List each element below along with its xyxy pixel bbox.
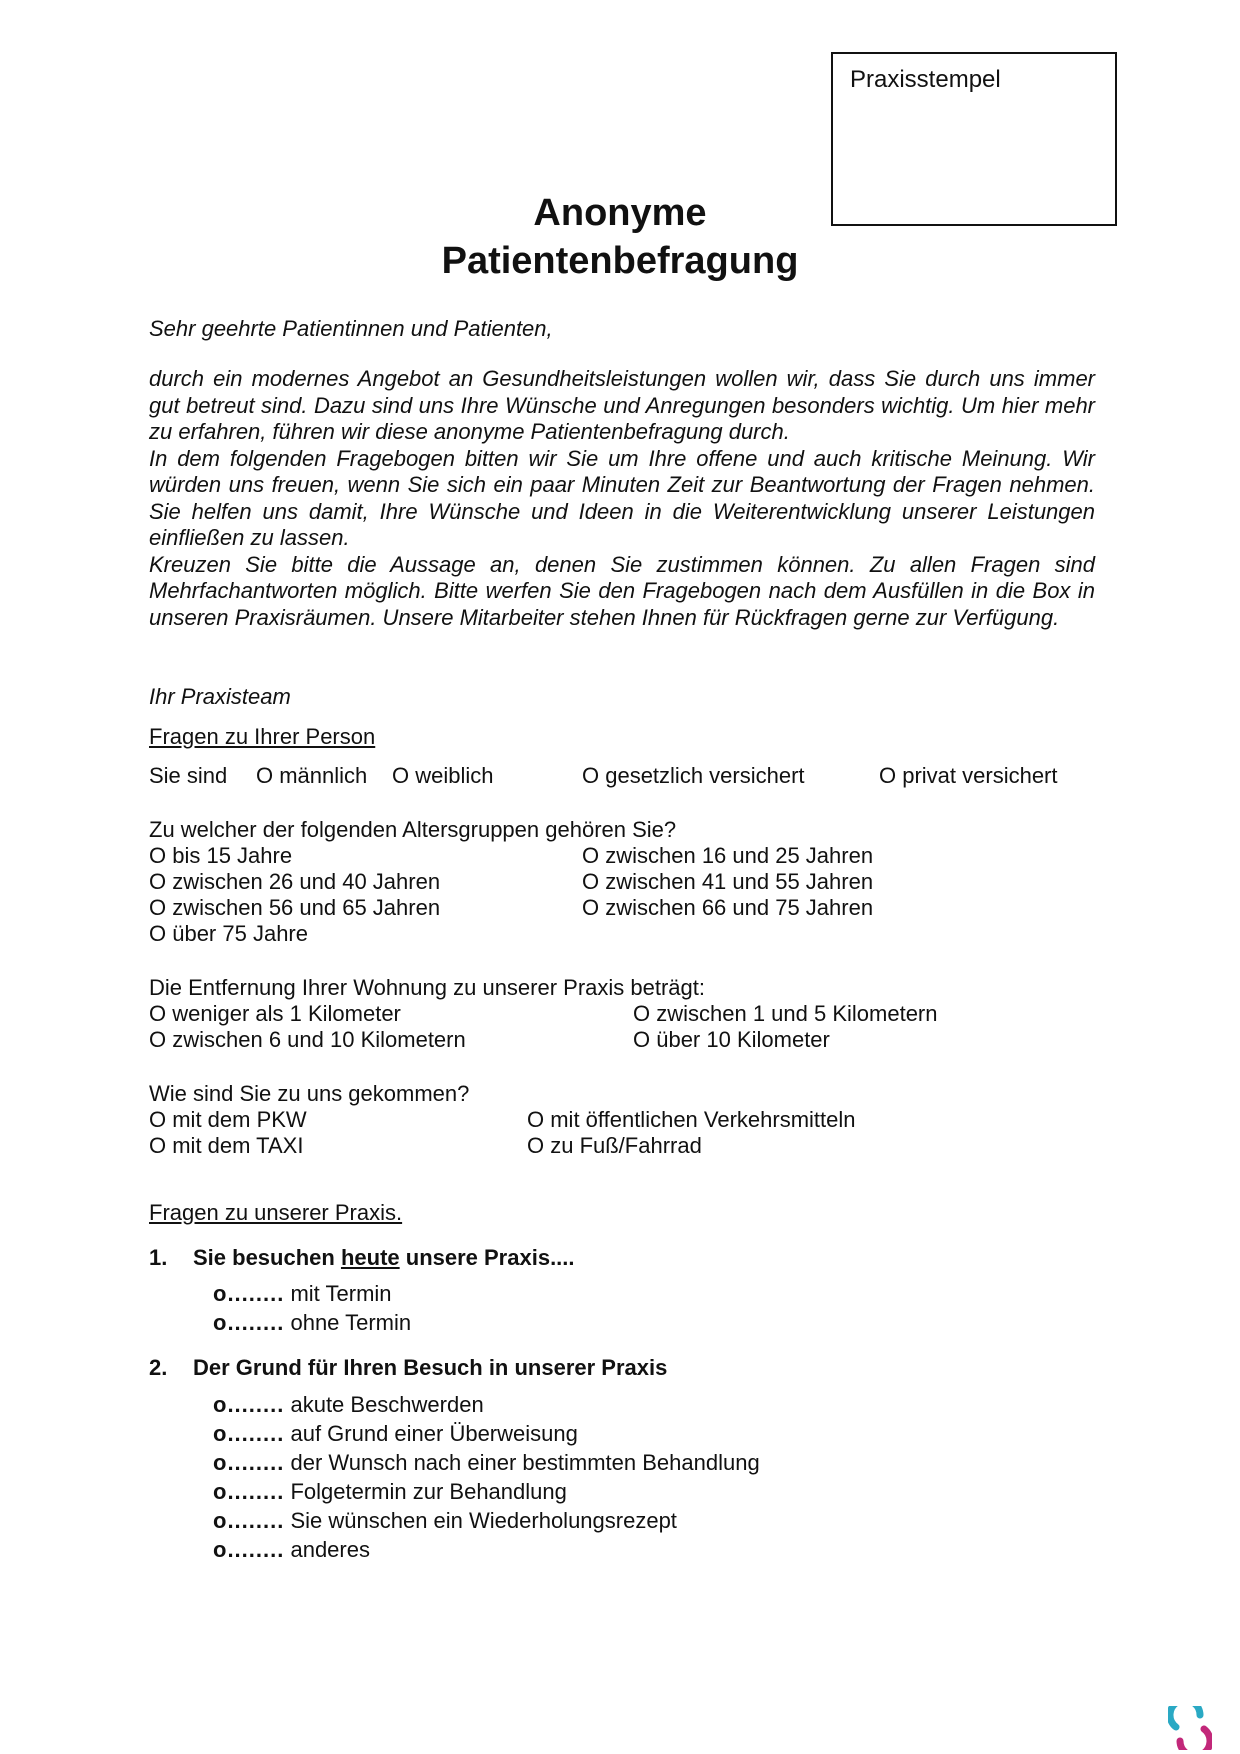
transport-option[interactable]: O zu Fuß/Fahrrad [527,1133,702,1158]
corner-logo-icon [1168,1706,1212,1750]
transport-option[interactable]: O mit dem TAXI [149,1133,304,1158]
intro-paragraph: durch ein modernes Angebot an Gesundheitsleistungen wollen wir, dass Sie durch uns immer gut betreut sind. Dazu sind uns Ihre Wünsche und Anregungen besonders wichtig. Um hier mehr zu erfahren, führen wir diese anonyme Patientenbefragung durch. [149,366,1095,444]
q1-option-with-appointment[interactable] [213,1281,392,1307]
question-1-text-start: Sie besuchen [193,1245,341,1270]
greeting: Sehr geehrte Patientinnen und Patienten, [149,316,553,341]
question-number: 2. [149,1355,168,1380]
age-option[interactable]: O zwischen 16 und 25 Jahren [582,843,874,868]
question-number: 1. [149,1245,168,1270]
option-label: mit Termin [290,1281,392,1306]
q2-option[interactable] [213,1508,677,1534]
answer-bullet: o........ [213,1310,285,1335]
signature: Ihr Praxisteam [149,684,291,709]
question-1-text-end: unsere Praxis.... [399,1245,575,1270]
age-option[interactable]: O zwischen 56 und 65 Jahren [149,895,441,920]
intro-paragraph: In dem folgenden Fragebogen bitten wir Sie um Ihre offene und auch kritische Meinung. Wir würden uns freuen, wenn Sie sich ein paar Minuten Zeit zur Beantwortung der Fragen nehmen. Sie helfen uns damit, Ihre Wünsche und Ideen in die Weiterentwicklung unserer Leistungen einfließen zu lassen. [149,445,1095,550]
q2-option[interactable] [213,1392,484,1418]
option-label: Folgetermin zur Behandlung [290,1479,567,1504]
q1-option-without-appointment[interactable] [213,1310,411,1336]
transport-option[interactable]: O mit dem PKW [149,1107,307,1132]
option-label: Sie wünschen ein Wiederholungsrezept [290,1508,677,1533]
transport-question: Wie sind Sie zu uns gekommen? [149,1081,470,1106]
age-option[interactable]: O bis 15 Jahre [149,843,293,868]
option-label: ohne Termin [290,1310,412,1335]
option-label: auf Grund einer Überweisung [290,1421,578,1446]
section-heading-person: Fragen zu Ihrer Person [149,724,376,749]
age-option[interactable]: O zwischen 66 und 75 Jahren [582,895,874,920]
title-line-1: Anonyme [533,192,707,234]
answer-bullet: o........ [213,1392,285,1417]
question-2-text: Der Grund für Ihren Besuch in unserer Praxis [193,1355,668,1380]
option-private-insurance[interactable]: O privat versichert [879,763,1058,788]
logo-arc-teal [1170,1706,1200,1727]
q2-option[interactable] [213,1450,760,1476]
answer-bullet: o........ [213,1479,285,1504]
answer-bullet: o........ [213,1450,285,1475]
option-male[interactable]: O männlich [256,763,368,788]
distance-option[interactable]: O über 10 Kilometer [633,1027,830,1052]
q2-option[interactable] [213,1537,370,1563]
logo-arc-magenta [1180,1729,1210,1750]
answer-bullet: o........ [213,1281,285,1306]
distance-question: Die Entfernung Ihrer Wohnung zu unserer Praxis beträgt: [149,975,706,1000]
age-option[interactable]: O über 75 Jahre [149,921,308,946]
q2-option[interactable] [213,1479,567,1505]
intro-paragraph: Kreuzen Sie bitte die Aussage an, denen Sie zustimmen können. Zu allen Fragen sind Mehrfachantworten möglich. Bitte werfen Sie den Fragebogen nach dem Ausfüllen in die Box in unseren Praxisräumen. Unsere Mitarbeiter stehen Ihnen für Rückfragen gerne zur Verfügung. [149,551,1095,630]
title-line-2: Patientenbefragung [441,240,799,282]
option-statutory-insurance[interactable]: O gesetzlich versichert [582,763,805,788]
option-label: akute Beschwerden [290,1392,484,1417]
transport-option[interactable]: O mit öffentlichen Verkehrsmitteln [527,1107,856,1132]
age-option[interactable]: O zwischen 41 und 55 Jahren [582,869,874,894]
age-option[interactable]: O zwischen 26 und 40 Jahren [149,869,441,894]
answer-bullet: o........ [213,1421,285,1446]
distance-option[interactable]: O zwischen 6 und 10 Kilometern [149,1027,466,1052]
distance-option[interactable]: O zwischen 1 und 5 Kilometern [633,1001,938,1026]
option-label: anderes [290,1537,370,1562]
sie-sind-label: Sie sind [149,763,228,788]
answer-bullet: o........ [213,1508,285,1533]
section-heading-practice: Fragen zu unserer Praxis. [149,1200,403,1225]
option-label: der Wunsch nach einer bestimmten Behandlung [290,1450,760,1475]
q2-option[interactable] [213,1421,578,1447]
age-question: Zu welcher der folgenden Altersgruppen gehören Sie? [149,817,677,842]
distance-option[interactable]: O weniger als 1 Kilometer [149,1001,401,1026]
stamp-label: Praxisstempel [850,66,1001,93]
question-1-emphasis: heute [340,1245,400,1270]
question-1-text [193,1245,575,1271]
intro-text [149,366,1095,631]
option-female[interactable]: O weiblich [392,763,494,788]
answer-bullet: o........ [213,1537,285,1562]
